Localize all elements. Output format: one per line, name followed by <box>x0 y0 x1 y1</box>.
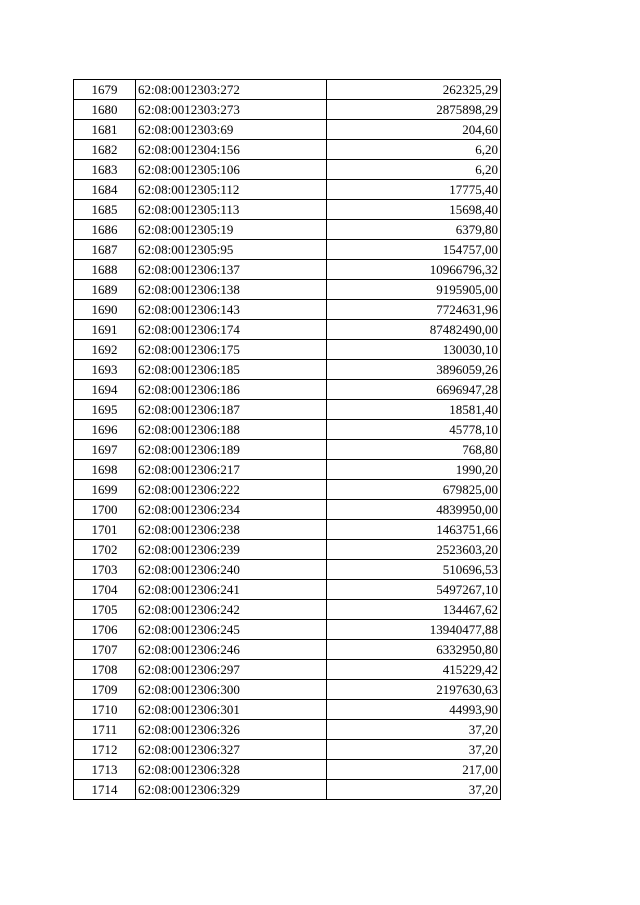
table-row <box>74 700 501 720</box>
cadastral-value-cell: 6,20 <box>327 160 501 180</box>
cadastral-value-cell: 204,60 <box>327 120 501 140</box>
row-number-cell: 1708 <box>74 660 136 680</box>
cadastral-number-cell: 62:08:0012306:187 <box>136 400 327 420</box>
table-body <box>74 80 501 800</box>
cadastral-value-cell: 37,20 <box>327 780 501 800</box>
row-number-cell: 1710 <box>74 700 136 720</box>
cadastral-value-cell: 18581,40 <box>327 400 501 420</box>
cadastral-number-cell: 62:08:0012305:19 <box>136 220 327 240</box>
cadastral-number-cell: 62:08:0012306:238 <box>136 520 327 540</box>
table-row <box>74 660 501 680</box>
row-number-cell: 1687 <box>74 240 136 260</box>
cadastral-value-cell: 44993,90 <box>327 700 501 720</box>
cadastral-number-cell: 62:08:0012306:137 <box>136 260 327 280</box>
table-row <box>74 500 501 520</box>
cadastral-number-cell: 62:08:0012306:189 <box>136 440 327 460</box>
cadastral-value-cell: 1463751,66 <box>327 520 501 540</box>
cadastral-number-cell: 62:08:0012306:327 <box>136 740 327 760</box>
table-row <box>74 720 501 740</box>
cadastral-value-table <box>73 79 501 800</box>
table-row <box>74 180 501 200</box>
cadastral-value-cell: 9195905,00 <box>327 280 501 300</box>
row-number-cell: 1703 <box>74 560 136 580</box>
table-row <box>74 200 501 220</box>
table-row <box>74 740 501 760</box>
cadastral-value-cell: 6332950,80 <box>327 640 501 660</box>
cadastral-value-cell: 6696947,28 <box>327 380 501 400</box>
cadastral-number-cell: 62:08:0012306:300 <box>136 680 327 700</box>
row-number-cell: 1690 <box>74 300 136 320</box>
cadastral-number-cell: 62:08:0012305:95 <box>136 240 327 260</box>
table-row <box>74 340 501 360</box>
row-number-cell: 1699 <box>74 480 136 500</box>
cadastral-number-cell: 62:08:0012305:113 <box>136 200 327 220</box>
row-number-cell: 1696 <box>74 420 136 440</box>
table-row <box>74 280 501 300</box>
table-row <box>74 520 501 540</box>
table-row <box>74 540 501 560</box>
table-row <box>74 600 501 620</box>
cadastral-value-cell: 6,20 <box>327 140 501 160</box>
cadastral-value-cell: 17775,40 <box>327 180 501 200</box>
cadastral-number-cell: 62:08:0012306:188 <box>136 420 327 440</box>
row-number-cell: 1694 <box>74 380 136 400</box>
table-row <box>74 680 501 700</box>
table-row <box>74 360 501 380</box>
cadastral-number-cell: 62:08:0012306:174 <box>136 320 327 340</box>
cadastral-number-cell: 62:08:0012305:106 <box>136 160 327 180</box>
cadastral-number-cell: 62:08:0012306:222 <box>136 480 327 500</box>
row-number-cell: 1695 <box>74 400 136 420</box>
table-row <box>74 120 501 140</box>
table-row <box>74 640 501 660</box>
table-row <box>74 400 501 420</box>
row-number-cell: 1707 <box>74 640 136 660</box>
row-number-cell: 1714 <box>74 780 136 800</box>
table-row <box>74 560 501 580</box>
table-row <box>74 240 501 260</box>
table-row <box>74 780 501 800</box>
cadastral-number-cell: 62:08:0012306:143 <box>136 300 327 320</box>
row-number-cell: 1697 <box>74 440 136 460</box>
cadastral-number-cell: 62:08:0012306:239 <box>136 540 327 560</box>
table-row <box>74 380 501 400</box>
cadastral-number-cell: 62:08:0012306:217 <box>136 460 327 480</box>
cadastral-value-cell: 415229,42 <box>327 660 501 680</box>
cadastral-value-cell: 2523603,20 <box>327 540 501 560</box>
table-row <box>74 480 501 500</box>
row-number-cell: 1709 <box>74 680 136 700</box>
cadastral-value-cell: 154757,00 <box>327 240 501 260</box>
table-row <box>74 460 501 480</box>
cadastral-value-cell: 37,20 <box>327 740 501 760</box>
row-number-cell: 1711 <box>74 720 136 740</box>
cadastral-value-cell: 6379,80 <box>327 220 501 240</box>
row-number-cell: 1698 <box>74 460 136 480</box>
cadastral-number-cell: 62:08:0012305:112 <box>136 180 327 200</box>
row-number-cell: 1704 <box>74 580 136 600</box>
cadastral-number-cell: 62:08:0012306:326 <box>136 720 327 740</box>
cadastral-value-cell: 13940477,88 <box>327 620 501 640</box>
row-number-cell: 1685 <box>74 200 136 220</box>
row-number-cell: 1683 <box>74 160 136 180</box>
row-number-cell: 1679 <box>74 80 136 100</box>
cadastral-number-cell: 62:08:0012306:246 <box>136 640 327 660</box>
row-number-cell: 1684 <box>74 180 136 200</box>
table-row <box>74 620 501 640</box>
cadastral-value-cell: 1990,20 <box>327 460 501 480</box>
table-row <box>74 100 501 120</box>
row-number-cell: 1693 <box>74 360 136 380</box>
cadastral-value-cell: 217,00 <box>327 760 501 780</box>
table-row <box>74 760 501 780</box>
table-row <box>74 220 501 240</box>
cadastral-value-cell: 15698,40 <box>327 200 501 220</box>
cadastral-number-cell: 62:08:0012303:272 <box>136 80 327 100</box>
row-number-cell: 1682 <box>74 140 136 160</box>
row-number-cell: 1681 <box>74 120 136 140</box>
cadastral-value-cell: 130030,10 <box>327 340 501 360</box>
cadastral-number-cell: 62:08:0012303:69 <box>136 120 327 140</box>
cadastral-value-cell: 679825,00 <box>327 480 501 500</box>
cadastral-number-cell: 62:08:0012306:329 <box>136 780 327 800</box>
row-number-cell: 1680 <box>74 100 136 120</box>
row-number-cell: 1692 <box>74 340 136 360</box>
table-row <box>74 320 501 340</box>
row-number-cell: 1688 <box>74 260 136 280</box>
table-row <box>74 580 501 600</box>
row-number-cell: 1700 <box>74 500 136 520</box>
cadastral-value-cell: 37,20 <box>327 720 501 740</box>
cadastral-number-cell: 62:08:0012306:185 <box>136 360 327 380</box>
cadastral-value-cell: 2197630,63 <box>327 680 501 700</box>
cadastral-number-cell: 62:08:0012306:297 <box>136 660 327 680</box>
table-row <box>74 140 501 160</box>
cadastral-number-cell: 62:08:0012306:234 <box>136 500 327 520</box>
cadastral-number-cell: 62:08:0012306:240 <box>136 560 327 580</box>
cadastral-value-cell: 5497267,10 <box>327 580 501 600</box>
row-number-cell: 1713 <box>74 760 136 780</box>
cadastral-number-cell: 62:08:0012306:328 <box>136 760 327 780</box>
cadastral-number-cell: 62:08:0012306:245 <box>136 620 327 640</box>
cadastral-value-cell: 10966796,32 <box>327 260 501 280</box>
table-row <box>74 300 501 320</box>
cadastral-value-cell: 510696,53 <box>327 560 501 580</box>
table-row <box>74 260 501 280</box>
row-number-cell: 1705 <box>74 600 136 620</box>
cadastral-number-cell: 62:08:0012304:156 <box>136 140 327 160</box>
cadastral-value-cell: 2875898,29 <box>327 100 501 120</box>
cadastral-value-cell: 87482490,00 <box>327 320 501 340</box>
row-number-cell: 1712 <box>74 740 136 760</box>
table-row <box>74 440 501 460</box>
cadastral-value-cell: 3896059,26 <box>327 360 501 380</box>
cadastral-value-cell: 7724631,96 <box>327 300 501 320</box>
cadastral-value-cell: 134467,62 <box>327 600 501 620</box>
cadastral-number-cell: 62:08:0012306:241 <box>136 580 327 600</box>
row-number-cell: 1689 <box>74 280 136 300</box>
row-number-cell: 1701 <box>74 520 136 540</box>
cadastral-value-cell: 45778,10 <box>327 420 501 440</box>
cadastral-value-cell: 768,80 <box>327 440 501 460</box>
table-row <box>74 160 501 180</box>
cadastral-number-cell: 62:08:0012306:301 <box>136 700 327 720</box>
row-number-cell: 1706 <box>74 620 136 640</box>
cadastral-number-cell: 62:08:0012306:175 <box>136 340 327 360</box>
row-number-cell: 1686 <box>74 220 136 240</box>
table-row <box>74 420 501 440</box>
cadastral-value-cell: 262325,29 <box>327 80 501 100</box>
cadastral-number-cell: 62:08:0012306:186 <box>136 380 327 400</box>
row-number-cell: 1702 <box>74 540 136 560</box>
table-row <box>74 80 501 100</box>
cadastral-number-cell: 62:08:0012306:138 <box>136 280 327 300</box>
cadastral-number-cell: 62:08:0012303:273 <box>136 100 327 120</box>
row-number-cell: 1691 <box>74 320 136 340</box>
cadastral-value-cell: 4839950,00 <box>327 500 501 520</box>
cadastral-number-cell: 62:08:0012306:242 <box>136 600 327 620</box>
